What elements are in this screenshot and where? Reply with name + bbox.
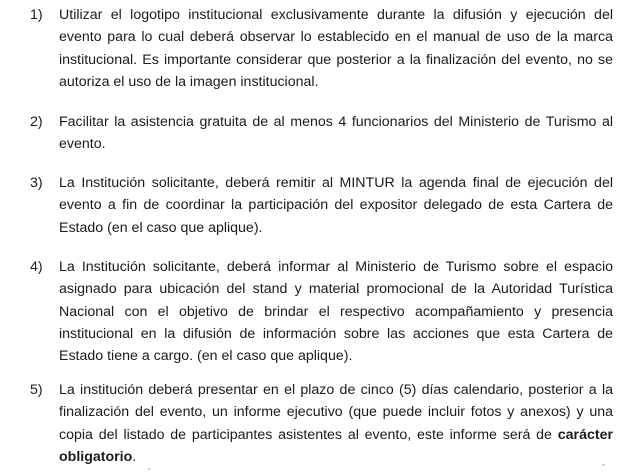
item-text (59, 379, 613, 468)
item-text-body: La institución deberá presentar en el plazo de cinco (5) días calendario, posterior a la finalización del evento, un informe ejecutivo (que puede incluir fotos y anexos) y una copia del listado de participantes asistentes al evento, este informe será de (59, 382, 613, 443)
item-number: 5) (30, 382, 43, 398)
item-text-end: . (132, 448, 137, 465)
item-text: La Institución solicitante, deberá informar al Ministerio de Turismo sobre el espacio asignado para ubicación del stand y material promocional de la Autoridad Turística Nacional con el objetivo de brindar el respectivo acompañamiento y presencia institucional en la difusión de información sobre las acciones que esta Cartera de Estado tiene a cargo. (en el caso que aplique). (59, 259, 613, 365)
item-number: 4) (30, 259, 43, 275)
emphasis-text: carácter obligatorio (59, 426, 613, 465)
item-number: 3) (30, 175, 43, 191)
scan-speck (602, 464, 605, 466)
item-number: 2) (30, 114, 43, 130)
item-number: 1) (30, 7, 43, 23)
scan-speck (148, 468, 150, 470)
item-text: La Institución solicitante, deberá remitir al MINTUR la agenda final de ejecución del evento a fin de coordinar la participación del expositor delegado de esta Cartera de Estado (en el caso que aplique). (59, 175, 613, 236)
item-text: Facilitar la asistencia gratuita de al menos 4 funcionarios del Ministerio de Turismo al evento. (59, 114, 613, 153)
item-text: Utilizar el logotipo institucional exclusivamente durante la difusión y ejecución del evento para lo cual deberá observar lo establecido en el manual de uso de la marca institucional. Es importante considerar que posterior a la finalización del evento, no se autoriza el uso de la imagen institucional. (59, 7, 613, 90)
